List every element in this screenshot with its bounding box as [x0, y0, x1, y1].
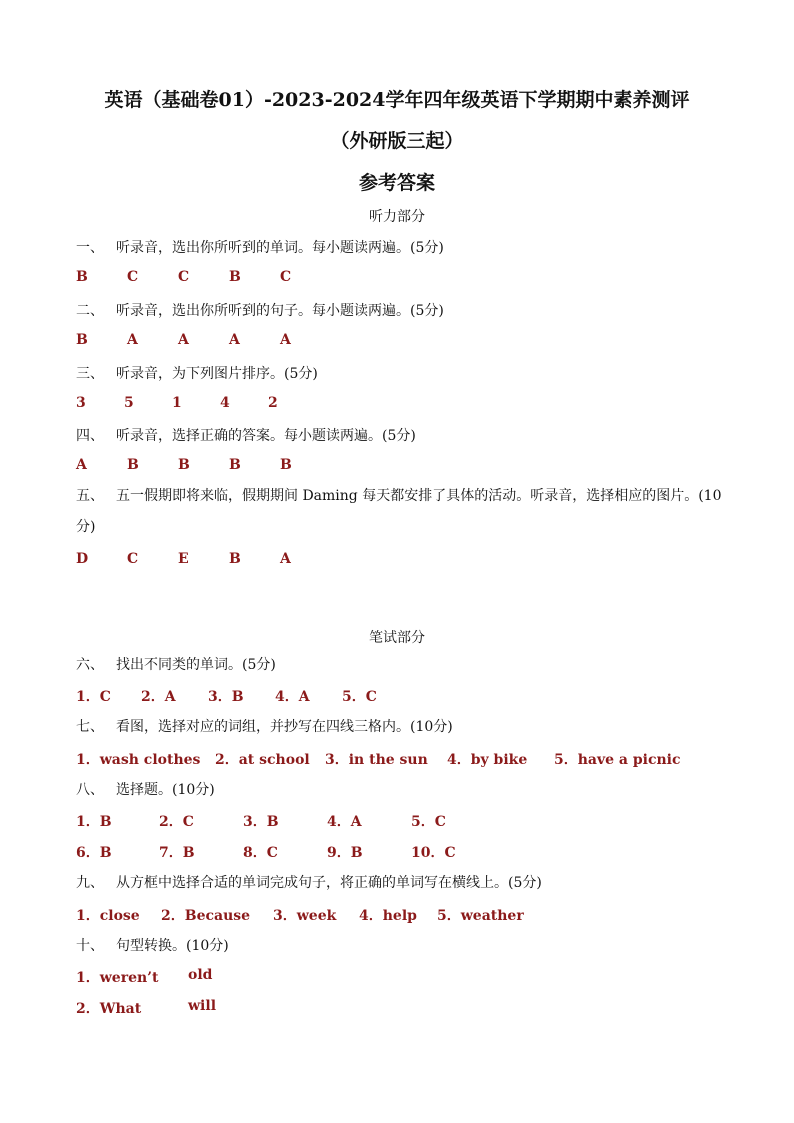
answer-item: 3．week: [273, 908, 337, 924]
section-number: 七、: [76, 719, 104, 735]
answer-item: 3．B: [208, 689, 244, 705]
answer-item: 4．A: [327, 814, 362, 830]
answer-item: A: [280, 332, 291, 348]
listening-part-heading: 听力部分: [369, 209, 425, 225]
answer-item: 4．by bike: [447, 752, 528, 768]
section-instruction: 听录音，选出你所听到的单词。每小题读两遍。(5分): [116, 240, 444, 256]
answer-item: 2．What: [76, 1001, 142, 1017]
answer-item: 9．B: [327, 845, 363, 861]
answer-item: B: [229, 551, 241, 567]
answer-item: B: [280, 457, 292, 473]
section-instruction: 选择题。(10分): [116, 782, 215, 798]
answer-item: C: [127, 551, 139, 567]
answer-item: 5．C: [411, 814, 446, 830]
answer-item: 5．weather: [437, 908, 524, 924]
answer-item: B: [229, 269, 241, 285]
answer-item: A: [178, 332, 189, 348]
section-instruction: 听录音，选择正确的答案。每小题读两遍。(5分): [116, 428, 416, 444]
answer-item: C: [280, 269, 292, 285]
answer-item: B: [76, 269, 88, 285]
section-number: 二、: [76, 303, 104, 319]
answer-item: 2．A: [141, 689, 176, 705]
answer-item: 3．in the sun: [325, 752, 428, 768]
answer-item: 6．B: [76, 845, 112, 861]
section-10-question: [76, 935, 229, 955]
section-number: 一、: [76, 240, 104, 256]
section-5-question: [76, 481, 726, 543]
answer-item: D: [76, 551, 89, 567]
section-4-question: [76, 425, 416, 445]
section-8-question: [76, 779, 215, 799]
section-number: 九、: [76, 875, 104, 891]
section-instruction: 找出不同类的单词。(5分): [116, 657, 276, 673]
section-3-question: [76, 363, 318, 383]
written-part-heading: 笔试部分: [369, 630, 425, 646]
answer-item: 5．have a picnic: [554, 752, 681, 768]
answer-item: 2: [268, 395, 278, 411]
section-instruction: 从方框中选择合适的单词完成句子，将正确的单词写在横线上。(5分): [116, 875, 542, 891]
answer-item: 1．C: [76, 689, 111, 705]
section-number: 六、: [76, 657, 104, 673]
answer-key-heading: 参考答案: [358, 172, 435, 194]
answer-item: 1．wash clothes: [76, 752, 201, 768]
section-number: 十、: [76, 938, 104, 954]
answer-item: A: [127, 332, 138, 348]
answer-item: 5: [124, 395, 134, 411]
section-7-question: [76, 716, 453, 736]
section-number: 四、: [76, 428, 104, 444]
answer-item: 1．weren’t: [76, 970, 159, 986]
section-instruction: 听录音，选出你所听到的句子。每小题读两遍。(5分): [116, 303, 444, 319]
section-6-question: [76, 654, 276, 674]
answer-item: B: [76, 332, 88, 348]
answer-item: 3．B: [243, 814, 279, 830]
document-title: 英语（基础卷01）-2023-2024学年四年级英语下学期期中素养测评: [104, 89, 690, 111]
answer-item: 3: [76, 395, 86, 411]
document-subtitle: （外研版三起）: [330, 130, 464, 152]
section-instruction: 听录音，为下列图片排序。(5分): [116, 366, 318, 382]
answer-item: B: [229, 457, 241, 473]
section-1-question: [76, 237, 444, 257]
section-instruction: 看图，选择对应的词组，并抄写在四线三格内。(10分): [116, 719, 453, 735]
answer-item: 10．C: [411, 845, 456, 861]
answer-item: 8．C: [243, 845, 278, 861]
answer-item: B: [127, 457, 139, 473]
answer-item: 4．help: [359, 908, 417, 924]
section-number: 三、: [76, 366, 104, 382]
section-number: 五、: [76, 488, 104, 504]
answer-item: A: [229, 332, 240, 348]
section-instruction: 句型转换。(10分): [116, 938, 229, 954]
section-2-question: [76, 300, 444, 320]
answer-item: B: [178, 457, 190, 473]
answer-item: old: [188, 967, 213, 983]
answer-item: A: [280, 551, 291, 567]
section-number: 八、: [76, 782, 104, 798]
section-instruction: 五一假期即将来临，假期期间 Daming 每天都安排了具体的活动。听录音，选择相应的图片。(10分): [76, 488, 722, 535]
answer-item: 4: [220, 395, 230, 411]
answer-item: 1．B: [76, 814, 112, 830]
answer-item: 1．close: [76, 908, 140, 924]
answer-item: 2．C: [159, 814, 194, 830]
answer-item: 7．B: [159, 845, 195, 861]
answer-item: 2．at school: [215, 752, 310, 768]
answer-item: will: [188, 998, 217, 1014]
answer-item: 4．A: [275, 689, 310, 705]
answer-item: A: [76, 457, 87, 473]
answer-item: 1: [172, 395, 182, 411]
section-9-question: [76, 872, 542, 892]
answer-item: 2．Because: [161, 908, 251, 924]
answer-item: C: [127, 269, 139, 285]
answer-item: C: [178, 269, 190, 285]
answer-item: E: [178, 551, 189, 567]
answer-item: 5．C: [342, 689, 377, 705]
